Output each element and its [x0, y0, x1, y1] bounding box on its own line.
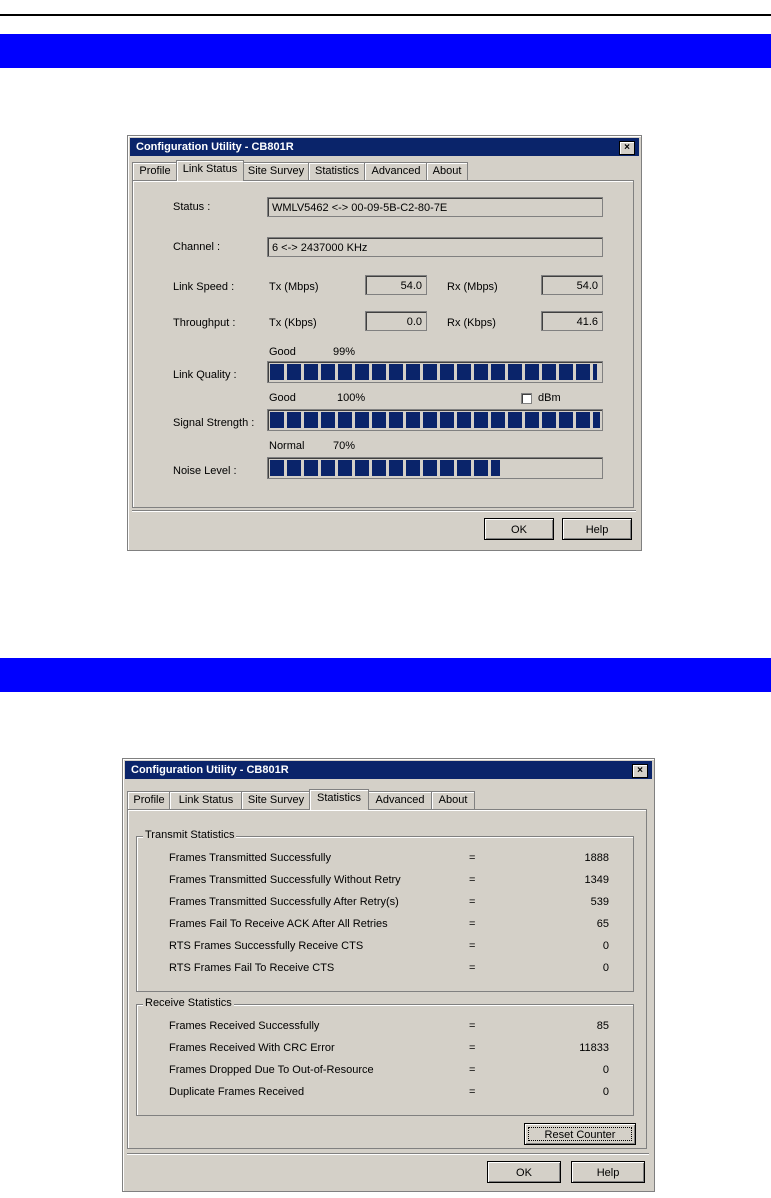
tab-profile[interactable]: Profile — [127, 791, 171, 809]
link-status-panel — [132, 180, 634, 508]
config-utility-window-statistics — [122, 758, 655, 1192]
stat-value: 0 — [602, 1086, 609, 1098]
window-title-text: Configuration Utility - CB801R — [136, 141, 294, 153]
noise-level-label: Noise Level : — [173, 465, 237, 477]
tx-kbps-value: 0.0 — [365, 311, 427, 331]
tab-strip — [132, 160, 632, 180]
close-icon[interactable]: × — [619, 141, 635, 155]
tab-strip — [127, 789, 647, 809]
transmit-statistics-group — [136, 829, 634, 992]
stat-value: 1349 — [584, 874, 609, 886]
stat-value: 0 — [602, 1064, 609, 1076]
stat-equals: = — [469, 940, 476, 952]
help-button[interactable]: Help — [562, 518, 632, 540]
rx-kbps-value: 41.6 — [541, 311, 603, 331]
stat-equals: = — [469, 1064, 476, 1076]
stat-name: RTS Frames Successfully Receive CTS — [169, 940, 364, 952]
table-row — [137, 1042, 633, 1060]
ok-button[interactable]: OK — [484, 518, 554, 540]
link-quality-bar — [267, 361, 603, 383]
stat-name: Frames Received With CRC Error — [169, 1042, 335, 1054]
channel-field: 6 <-> 2437000 KHz — [267, 237, 603, 257]
stat-equals: = — [469, 918, 476, 930]
stat-name: Frames Transmitted Successfully Without Retry — [169, 874, 401, 886]
table-row — [137, 1064, 633, 1082]
stat-name: Frames Received Successfully — [169, 1020, 320, 1032]
noise-level-fill — [270, 460, 500, 476]
tab-statistics[interactable]: Statistics — [308, 162, 366, 180]
link-quality-fill — [270, 364, 597, 380]
rx-mbps-label: Rx (Mbps) — [447, 281, 498, 293]
tab-link-status[interactable]: Link Status — [169, 791, 243, 809]
stat-value: 85 — [596, 1020, 609, 1032]
transmit-statistics-title: Transmit Statistics — [145, 829, 235, 841]
status-field: WMLV5462 <-> 00-09-5B-C2-80-7E — [267, 197, 603, 217]
close-icon[interactable]: × — [632, 764, 648, 778]
dbm-label: dBm — [538, 392, 561, 404]
stat-equals: = — [469, 852, 476, 864]
top-rule — [0, 14, 771, 16]
table-row — [137, 962, 633, 980]
stat-value: 65 — [596, 918, 609, 930]
tab-about[interactable]: About — [431, 791, 475, 809]
signal-strength-text: Good — [269, 392, 296, 404]
tab-advanced[interactable]: Advanced — [364, 162, 428, 180]
window-title — [125, 761, 652, 779]
channel-label: Channel : — [173, 241, 221, 253]
reset-counter-button[interactable]: Reset Counter — [524, 1123, 636, 1145]
ok-button[interactable]: OK — [487, 1161, 561, 1183]
window-title — [130, 138, 639, 156]
button-separator — [127, 1153, 649, 1155]
tab-profile[interactable]: Profile — [132, 162, 178, 180]
tab-statistics[interactable]: Statistics — [309, 789, 369, 810]
stat-equals: = — [469, 874, 476, 886]
stat-name: Frames Transmitted Successfully — [169, 852, 331, 864]
tab-advanced[interactable]: Advanced — [367, 791, 433, 809]
table-row — [137, 1020, 633, 1038]
receive-statistics-title: Receive Statistics — [145, 997, 232, 1009]
tab-about[interactable]: About — [426, 162, 468, 180]
config-utility-window-link-status — [127, 135, 642, 551]
link-speed-label: Link Speed : — [173, 281, 235, 293]
table-row — [137, 896, 633, 914]
table-row — [137, 874, 633, 892]
stat-name: RTS Frames Fail To Receive CTS — [169, 962, 335, 974]
section-band-2 — [0, 658, 771, 692]
stat-value: 539 — [590, 896, 609, 908]
receive-statistics-group — [136, 997, 634, 1116]
link-quality-text: Good — [269, 346, 296, 358]
tab-link-status[interactable]: Link Status — [176, 160, 244, 181]
tx-mbps-label: Tx (Mbps) — [269, 281, 319, 293]
signal-strength-label: Signal Strength : — [173, 417, 255, 429]
stat-equals: = — [469, 962, 476, 974]
rx-kbps-label: Rx (Kbps) — [447, 317, 496, 329]
link-quality-percent: 99% — [333, 346, 356, 358]
statistics-panel — [127, 809, 647, 1149]
stat-name: Frames Fail To Receive ACK After All Retries — [169, 918, 388, 930]
stat-equals: = — [469, 1020, 476, 1032]
stat-value: 11833 — [579, 1042, 609, 1054]
throughput-label: Throughput : — [173, 317, 236, 329]
stat-equals: = — [469, 1042, 476, 1054]
help-button[interactable]: Help — [571, 1161, 645, 1183]
tx-kbps-label: Tx (Kbps) — [269, 317, 317, 329]
button-separator — [132, 510, 636, 512]
stat-equals: = — [469, 1086, 476, 1098]
noise-level-percent: 70% — [333, 440, 356, 452]
signal-strength-bar — [267, 409, 603, 431]
stat-value: 1888 — [584, 852, 609, 864]
stat-name: Frames Transmitted Successfully After Retry(s) — [169, 896, 399, 908]
stat-equals: = — [469, 896, 476, 908]
link-quality-label: Link Quality : — [173, 369, 237, 381]
tab-site-survey[interactable]: Site Survey — [242, 162, 310, 180]
table-row — [137, 918, 633, 936]
tx-mbps-value: 54.0 — [365, 275, 427, 295]
table-row — [137, 852, 633, 870]
signal-strength-percent: 100% — [337, 392, 366, 404]
stat-value: 0 — [602, 962, 609, 974]
dbm-checkbox[interactable] — [521, 393, 532, 404]
window-title-text: Configuration Utility - CB801R — [131, 764, 289, 776]
table-row — [137, 940, 633, 958]
section-band-1 — [0, 34, 771, 68]
rx-mbps-value: 54.0 — [541, 275, 603, 295]
status-label: Status : — [173, 201, 211, 213]
stat-name: Frames Dropped Due To Out-of-Resource — [169, 1064, 374, 1076]
signal-strength-fill — [270, 412, 600, 428]
stat-name: Duplicate Frames Received — [169, 1086, 305, 1098]
noise-level-text: Normal — [269, 440, 305, 452]
tab-site-survey[interactable]: Site Survey — [241, 791, 311, 809]
stat-value: 0 — [602, 940, 609, 952]
table-row — [137, 1086, 633, 1104]
noise-level-bar — [267, 457, 603, 479]
